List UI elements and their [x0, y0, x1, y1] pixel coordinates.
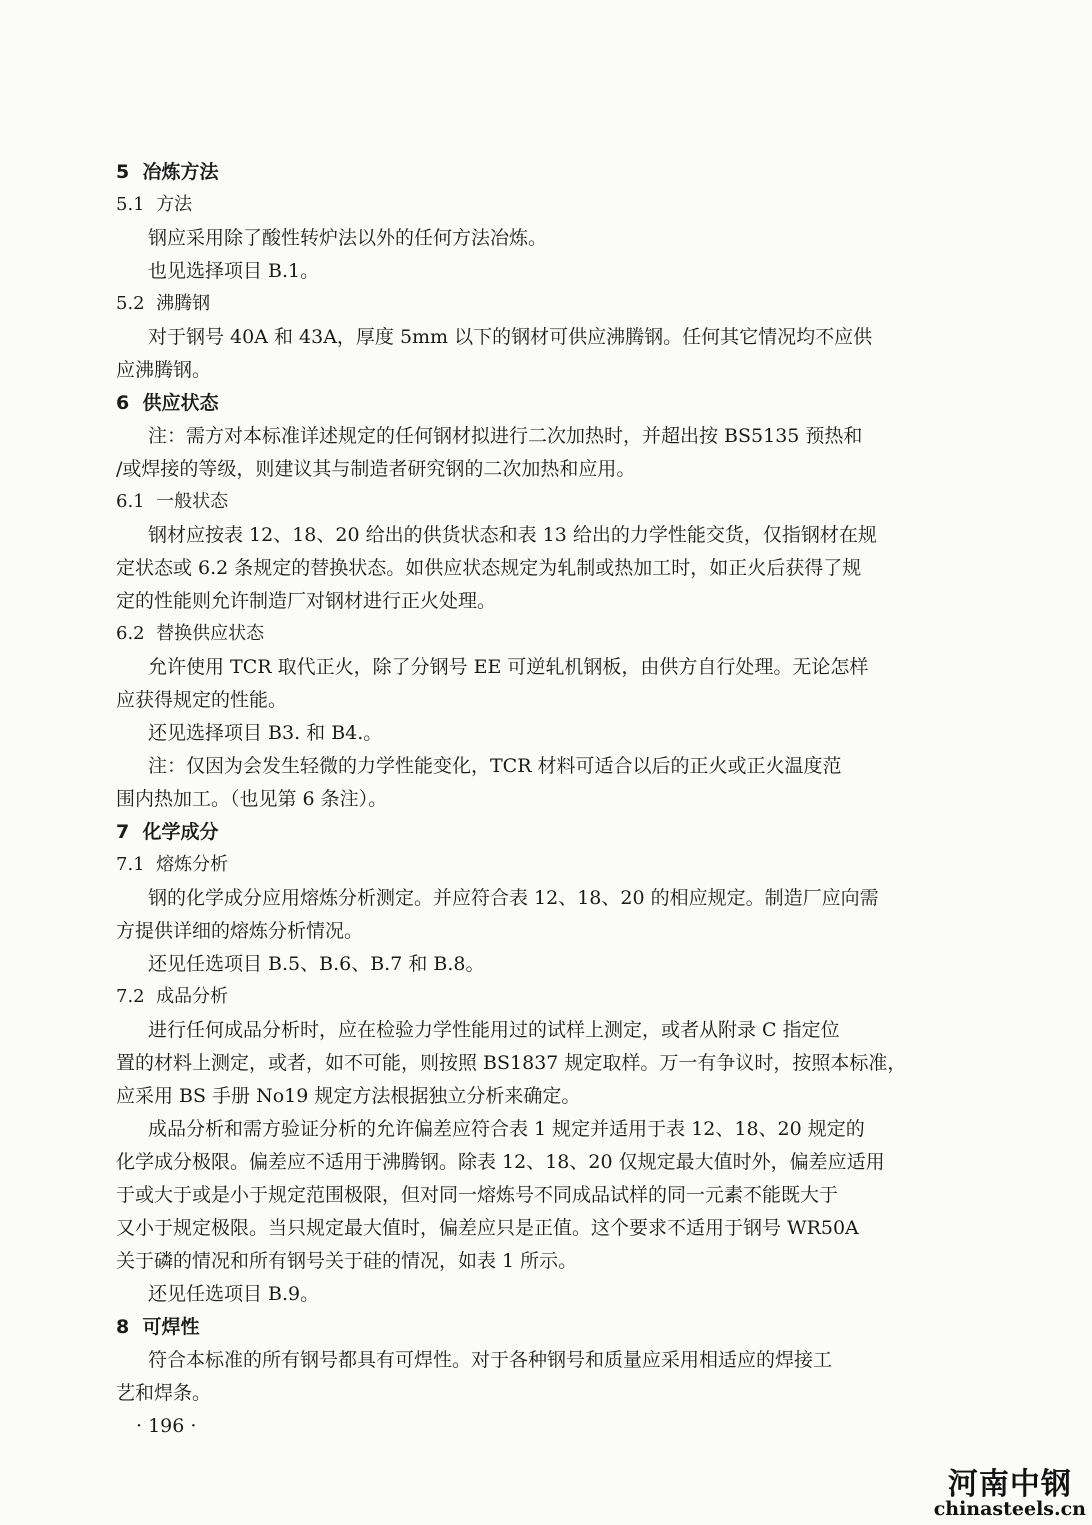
subsection-heading: 6.1 一般状态	[116, 491, 229, 512]
paragraph-line: 还见任选项目 B.9。	[148, 1283, 320, 1305]
paragraph-line: 钢材应按表 12、18、20 给出的供货状态和表 13 给出的力学性能交货，仅指钢材在规	[148, 524, 877, 546]
page-number: · 196 ·	[136, 1415, 197, 1437]
paragraph-line: 还见选择项目 B3. 和 B4.。	[148, 722, 383, 744]
paragraph-line: 又小于规定极限。当只规定最大值时，偏差应只是正值。这个要求不适用于钢号 WR50A	[116, 1217, 859, 1239]
section-heading: 5 冶炼方法	[116, 161, 219, 183]
paragraph-line: 也见选择项目 B.1。	[148, 260, 320, 282]
subsection-heading: 5.2 沸腾钢	[116, 293, 211, 314]
paragraph-line: 定状态或 6.2 条规定的替换状态。如供应状态规定为轧制或热加工时，如正火后获得了规	[116, 557, 862, 579]
paragraph-line: 方提供详细的熔炼分析情况。	[116, 920, 364, 942]
paragraph-line: 应获得规定的性能。	[116, 689, 288, 711]
paragraph-line: 置的材料上测定，或者，如不可能，则按照 BS1837 规定取样。万一有争议时，按照本标准，	[116, 1052, 907, 1074]
section-heading: 7 化学成分	[116, 821, 219, 843]
paragraph-line: 应沸腾钢。	[116, 359, 212, 381]
subsection-heading: 7.2 成品分析	[116, 986, 229, 1007]
subsection-heading: 7.1 熔炼分析	[116, 854, 229, 875]
watermark-url: chinasteels.cn	[933, 1498, 1086, 1520]
paragraph-line: 艺和焊条。	[116, 1382, 212, 1404]
paragraph-line: 应采用 BS 手册 No19 规定方法根据独立分析来确定。	[116, 1085, 581, 1107]
note-line: 注：仅因为会发生轻微的力学性能变化，TCR 材料可适合以后的正火或正火温度范	[148, 755, 842, 777]
paragraph-line: 关于磷的情况和所有钢号关于硅的情况，如表 1 所示。	[116, 1250, 578, 1272]
paragraph-line: 钢的化学成分应用熔炼分析测定。并应符合表 12、18、20 的相应规定。制造厂应向需	[148, 887, 879, 909]
subsection-heading: 5.1 方法	[116, 194, 193, 215]
paragraph-line: 符合本标准的所有钢号都具有可焊性。对于各种钢号和质量应采用相适应的焊接工	[148, 1349, 833, 1371]
note-line: 注：需方对本标准详述规定的任何钢材拟进行二次加热时，并超出按 BS5135 预热和	[148, 425, 863, 447]
paragraph-line: 成品分析和需方验证分析的允许偏差应符合表 1 规定并适用于表 12、18、20 规定的	[148, 1118, 865, 1140]
paragraph-line: 允许使用 TCR 取代正火，除了分钢号 EE 可逆轧机钢板，由供方自行处理。无论怎样	[148, 656, 869, 678]
paragraph-line: 对于钢号 40A 和 43A，厚度 5mm 以下的钢材可供应沸腾钢。任何其它情况均不应供	[148, 326, 873, 348]
watermark-logo	[933, 1467, 1086, 1520]
paragraph-line: 化学成分极限。偏差应不适用于沸腾钢。除表 12、18、20 仅规定最大值时外，偏差应适用	[116, 1151, 885, 1173]
subsection-heading: 6.2 替换供应状态	[116, 623, 265, 644]
note-line: /或焊接的等级，则建议其与制造者研究钢的二次加热和应用。	[116, 458, 636, 480]
note-line: 围内热加工。（也见第 6 条注）。	[116, 788, 388, 810]
paragraph-line: 于或大于或是小于规定范围极限，但对同一熔炼号不同成品试样的同一元素不能既大于	[116, 1184, 839, 1206]
paragraph-line: 钢应采用除了酸性转炉法以外的任何方法冶炼。	[148, 227, 548, 249]
paragraph-line: 还见任选项目 B.5、B.6、B.7 和 B.8。	[148, 953, 485, 975]
section-heading: 6 供应状态	[116, 392, 219, 414]
watermark-cn: 河南中钢	[947, 1467, 1072, 1502]
paragraph-line: 进行任何成品分析时，应在检验力学性能用过的试样上测定，或者从附录 C 指定位	[148, 1019, 840, 1041]
section-heading: 8 可焊性	[116, 1316, 200, 1338]
paragraph-line: 定的性能则允许制造厂对钢材进行正火处理。	[116, 590, 497, 612]
